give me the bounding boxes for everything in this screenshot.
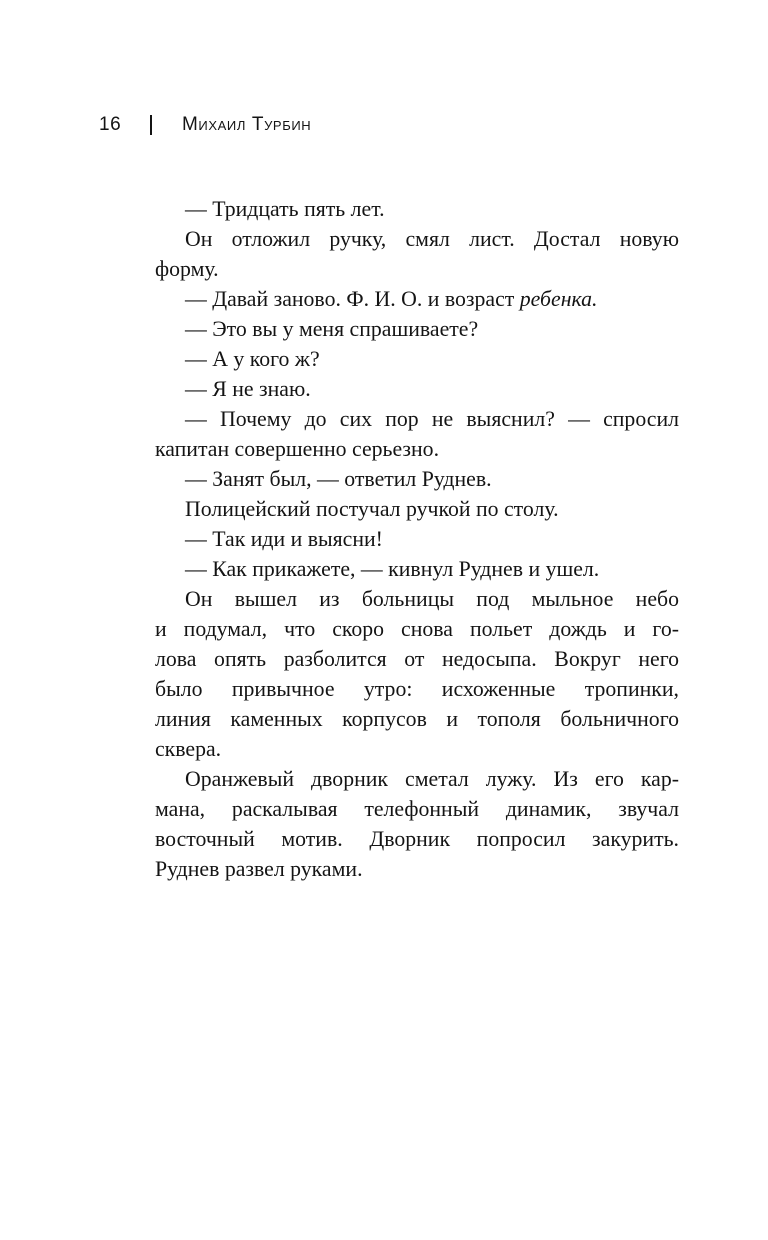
text-line: было привычное утро: исхоженные тропинки,	[155, 677, 679, 701]
header-divider	[150, 115, 152, 135]
text-line: — А у кого ж?	[185, 347, 320, 371]
running-head-author: Михаил Турбин	[182, 114, 312, 135]
text-line: форму.	[155, 257, 219, 281]
text-line: лова опять разболится от недосыпа. Вокруг него	[155, 647, 679, 671]
text-line-segment: — Давай заново. Ф. И. О. и возраст	[185, 287, 520, 311]
text-line: — Это вы у меня спрашиваете?	[185, 317, 479, 341]
text-line: — Я не знаю.	[185, 377, 311, 401]
text-line: Он отложил ручку, смял лист. Достал новую	[185, 227, 679, 251]
text-line: сквера.	[155, 737, 222, 761]
text-line: Оранжевый дворник сметал лужу. Из его кар-	[185, 767, 679, 791]
page-header	[99, 113, 311, 137]
page-number: 16	[99, 114, 122, 135]
text-line: Руднев развел руками.	[155, 857, 363, 881]
text-line: и подумал, что скоро снова польет дождь и го-	[155, 617, 679, 641]
text-line: восточный мотив. Дворник попросил закурить.	[155, 827, 679, 851]
text-line	[155, 284, 679, 314]
text-line: — Занят был, — ответил Руднев.	[185, 467, 492, 491]
text-line: Полицейский постучал ручкой по столу.	[185, 497, 559, 521]
text-line: Он вышел из больницы под мыльное небо	[185, 587, 679, 611]
text-line: — Почему до сих пор не выяснил? — спросил	[185, 407, 679, 431]
text-line: мана, раскалывая телефонный динамик, звучал	[155, 797, 679, 821]
book-text	[155, 194, 679, 884]
emphasized-word: ребенка.	[519, 287, 598, 311]
text-line: — Тридцать пять лет.	[185, 197, 385, 221]
text-line: линия каменных корпусов и тополя больничного	[155, 707, 679, 731]
text-line: — Как прикажете, — кивнул Руднев и ушел.	[185, 557, 600, 581]
text-line: капитан совершенно серьезно.	[155, 437, 440, 461]
text-line: — Так иди и выясни!	[185, 527, 383, 551]
